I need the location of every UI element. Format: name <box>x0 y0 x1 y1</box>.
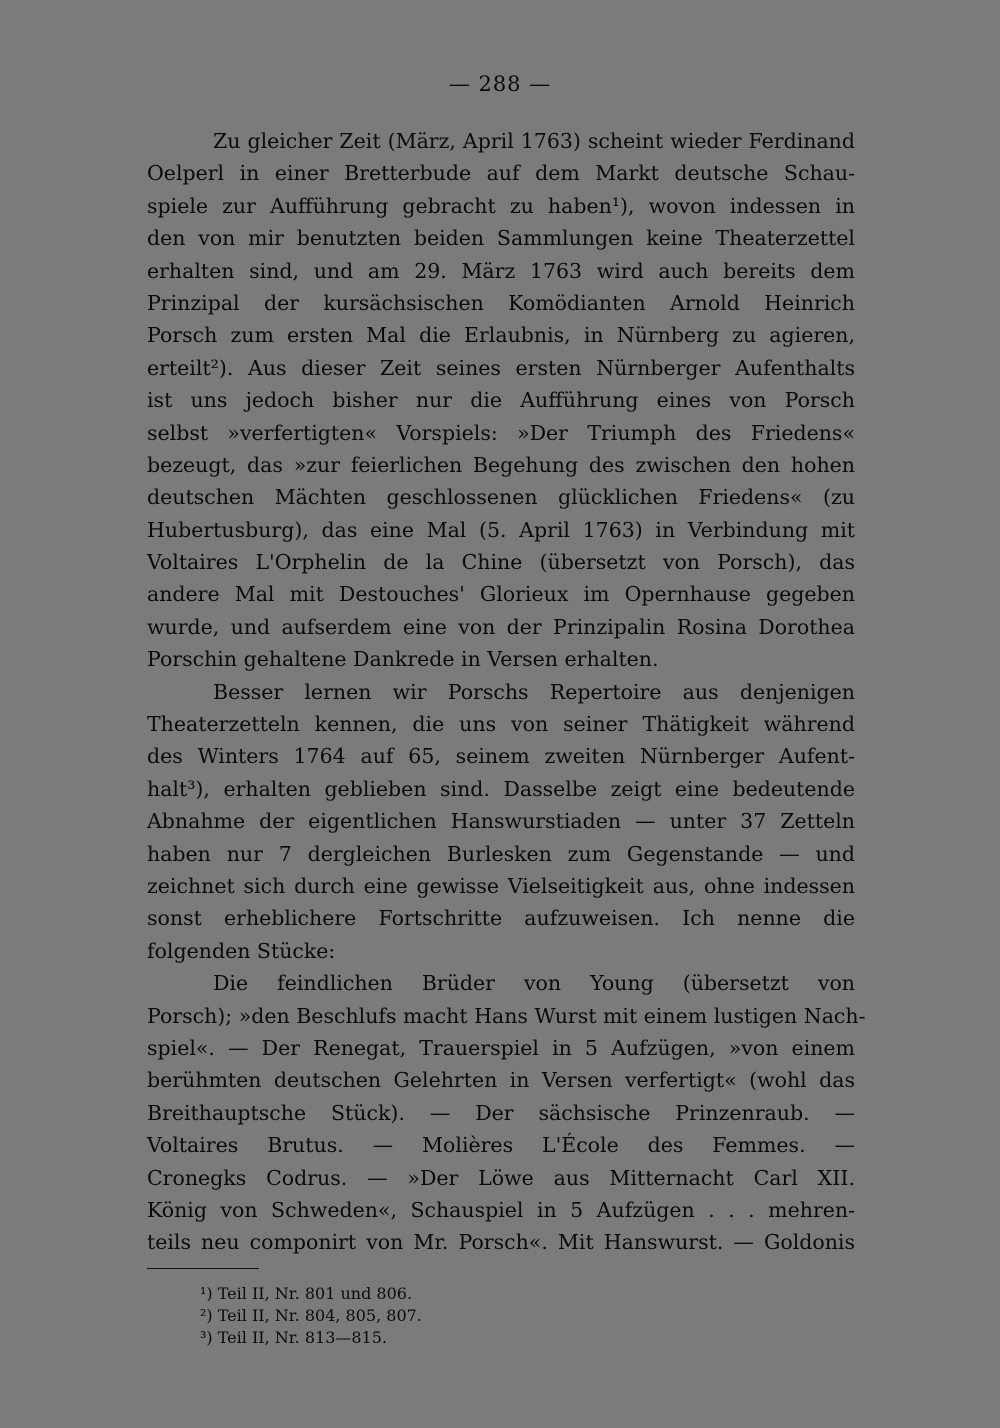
text-line: berühmten deutschen Gelehrten in Versen verfertigt« (wohl das <box>147 1068 855 1093</box>
text-line: teils neu componirt von Mr. Porsch«. Mit Hanswurst. — Goldonis <box>147 1230 855 1255</box>
text-line: den von mir benutzten beiden Sammlungen keine Theaterzettel <box>147 226 855 251</box>
text-line: Hubertusburg), das eine Mal (5. April 1763) in Verbindung mit <box>147 517 855 542</box>
footnote: ³) Teil II, Nr. 813—815. <box>200 1328 387 1347</box>
text-line: spiel«. — Der Renegat, Trauerspiel in 5 Aufzügen, »von einem <box>147 1035 855 1060</box>
footnote: ¹) Teil II, Nr. 801 und 806. <box>200 1284 413 1303</box>
text-line: Porsch zum ersten Mal die Erlaubnis, in Nürnberg zu agieren, <box>147 323 855 348</box>
text-line: zeichnet sich durch eine gewisse Vielseitigkeit aus, ohne indessen <box>147 873 855 898</box>
text-line: Voltaires L'Orphelin de la Chine (übersetzt von Porsch), das <box>147 550 855 575</box>
text-line: deutschen Mächten geschlossenen glücklichen Friedens« (zu <box>147 485 855 510</box>
text-line: Theaterzetteln kennen, die uns von seiner Thätigkeit während <box>147 712 855 737</box>
text-line: andere Mal mit Destouches' Glorieux im Opernhause gegeben <box>147 582 855 607</box>
text-line: sonst erheblichere Fortschritte aufzuweisen. Ich nenne die <box>147 906 855 931</box>
text-line: Breithauptsche Stück). — Der sächsische Prinzenraub. — <box>147 1100 855 1125</box>
text-line: Oelperl in einer Bretterbude auf dem Markt deutsche Schau- <box>147 161 855 186</box>
text-line: Porsch); »den Beschlufs macht Hans Wurst mit einem lustigen Nach- <box>147 1003 866 1028</box>
text-line: König von Schweden«, Schauspiel in 5 Aufzügen . . . mehren- <box>147 1197 855 1222</box>
text-line: selbst »verfertigten« Vorspiels: »Der Triumph des Friedens« <box>147 420 855 445</box>
text-line: des Winters 1764 auf 65, seinem zweiten Nürnberger Aufent- <box>147 744 855 769</box>
footnotes <box>200 1283 422 1349</box>
text-line: folgenden Stücke: <box>147 938 336 963</box>
text-line: spiele zur Aufführung gebracht zu haben¹), wovon indessen in <box>147 193 855 218</box>
text-line: Cronegks Codrus. — »Der Löwe aus Mitternacht Carl XII. <box>147 1165 855 1190</box>
text-line: erteilt²). Aus dieser Zeit seines ersten Nürnberger Aufenthalts <box>147 355 855 380</box>
text-line: Die feindlichen Brüder von Young (übersetzt von <box>213 971 855 996</box>
page-number: — 288 — <box>448 72 552 96</box>
text-line: Prinzipal der kursächsischen Komödianten Arnold Heinrich <box>147 290 855 315</box>
text-line: ist uns jedoch bisher nur die Aufführung eines von Porsch <box>147 388 855 413</box>
text-line: bezeugt, das »zur feierlichen Begehung des zwischen den hohen <box>147 452 855 477</box>
body-text <box>147 125 866 1259</box>
text-line: Abnahme der eigentlichen Hanswurstiaden — unter 37 Zetteln <box>147 809 855 834</box>
text-line: haben nur 7 dergleichen Burlesken zum Gegenstande — und <box>147 841 855 866</box>
text-line: Besser lernen wir Porschs Repertoire aus denjenigen <box>213 679 855 704</box>
text-line: halt³), erhalten geblieben sind. Dasselbe zeigt eine bedeutende <box>147 776 855 801</box>
text-line: erhalten sind, und am 29. März 1763 wird auch bereits dem <box>147 258 855 283</box>
text-line: Porschin gehaltene Dankrede in Versen erhalten. <box>147 647 659 672</box>
text-line: wurde, und aufserdem eine von der Prinzipalin Rosina Dorothea <box>147 614 855 639</box>
footnote: ²) Teil II, Nr. 804, 805, 807. <box>200 1306 422 1325</box>
footnote-divider <box>147 1268 259 1269</box>
text-line: Voltaires Brutus. — Molières L'École des Femmes. — <box>147 1133 855 1158</box>
text-line: Zu gleicher Zeit (März, April 1763) scheint wieder Ferdinand <box>213 129 855 153</box>
